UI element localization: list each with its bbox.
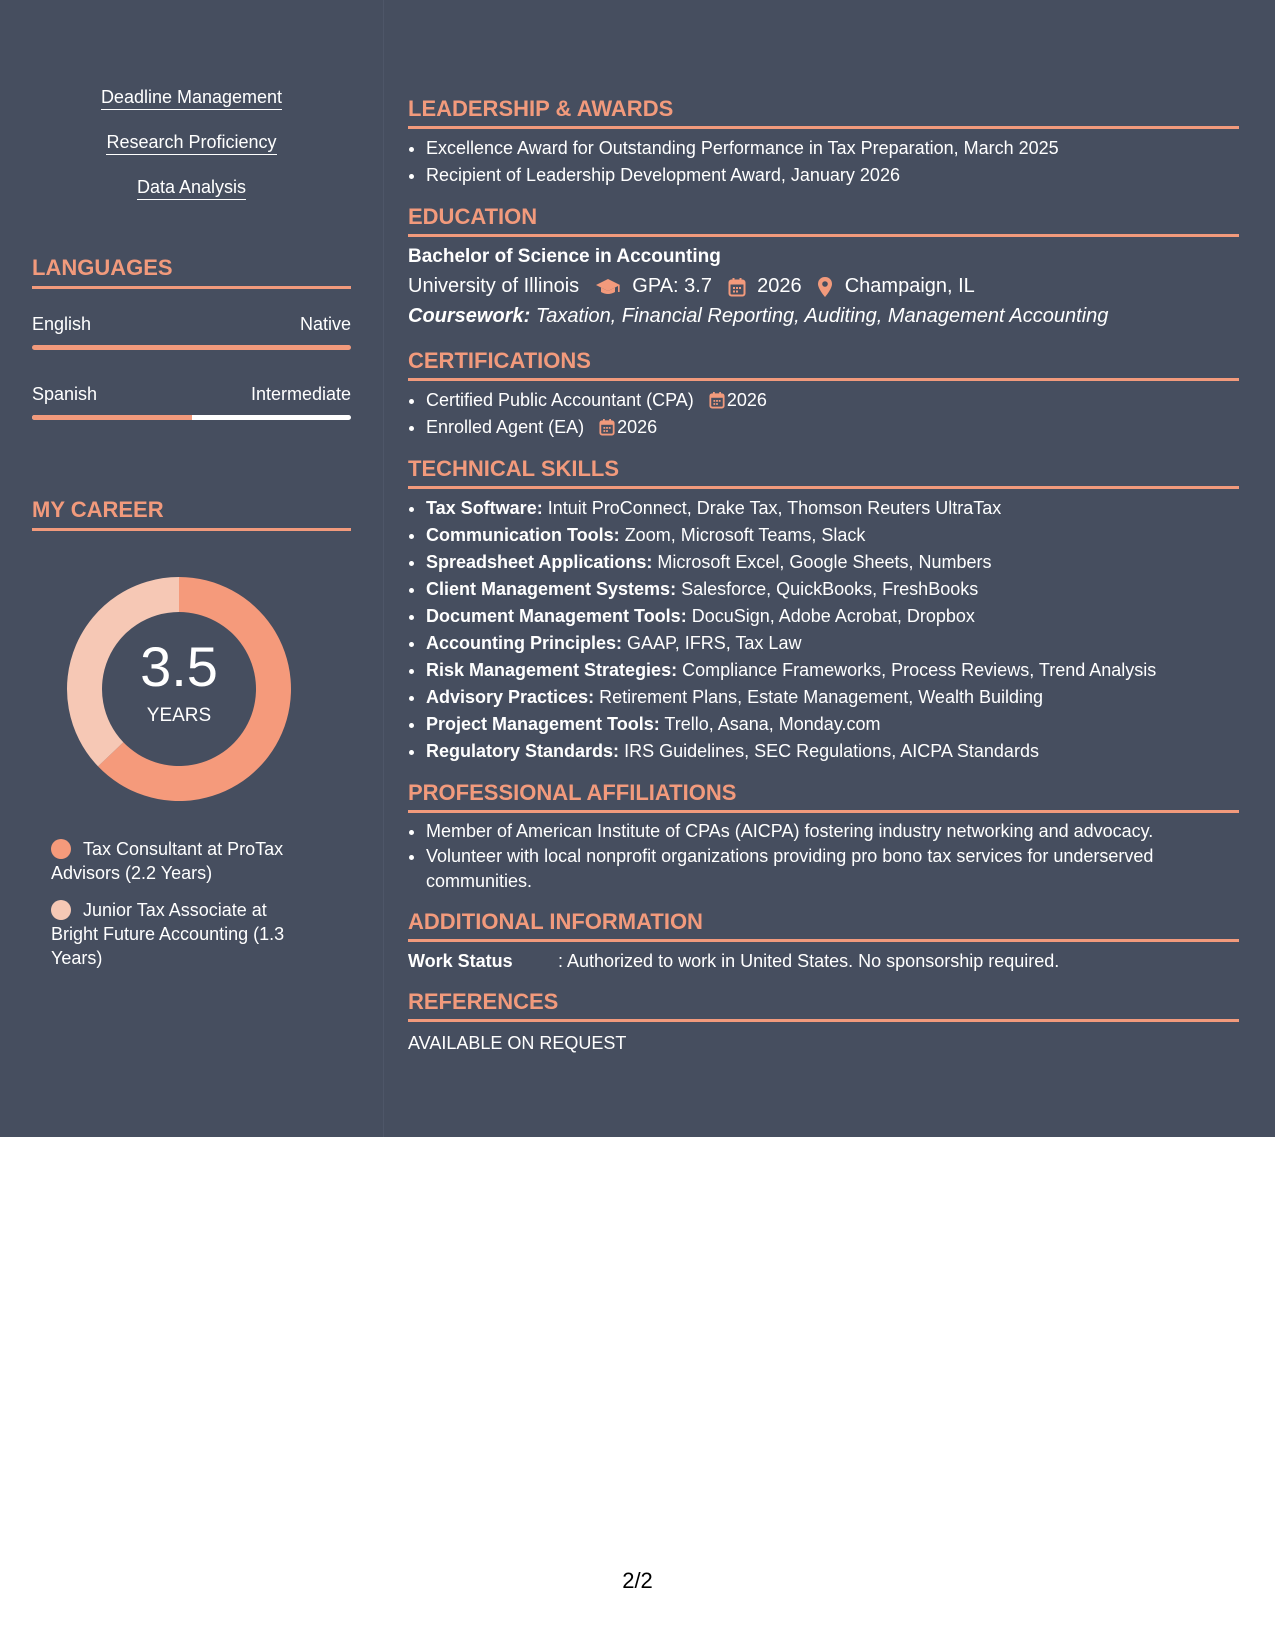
- list-item: • Member of American Institute of CPAs (AICPA) fostering industry networking and advocacy.: [426, 819, 1239, 844]
- additional-info-section: [408, 908, 1239, 974]
- skill-item: Data Analysis: [32, 176, 351, 221]
- section-title: EDUCATION: [408, 203, 1239, 237]
- certifications-list: [408, 387, 1239, 441]
- main-content: [408, 0, 1239, 1056]
- calendar-icon: [709, 391, 725, 409]
- language-bar: [32, 415, 351, 420]
- list-item: • Accounting Principles: GAAP, IFRS, Tax Law: [426, 630, 1239, 657]
- list-item: • Tax Software: Intuit ProConnect, Drake Tax, Thomson Reuters UltraTax: [426, 495, 1239, 522]
- certifications-section: [408, 347, 1239, 441]
- school: University of Illinois: [408, 275, 580, 297]
- references-section: [408, 988, 1239, 1056]
- section-title: ADDITIONAL INFORMATION: [408, 908, 1239, 942]
- section-title: LEADERSHIP & AWARDS: [408, 95, 1239, 129]
- legend-dot: [51, 900, 71, 920]
- leadership-section: [408, 95, 1239, 189]
- graduation-cap-icon: [595, 277, 621, 297]
- career-legend: [51, 837, 311, 983]
- calendar-icon: [599, 418, 615, 436]
- legend-item: Junior Tax Associate at Bright Future Accounting (1.3 Years): [51, 900, 285, 968]
- language-name: English: [32, 314, 92, 334]
- page-number: 2/2: [622, 1568, 653, 1593]
- location: Champaign, IL: [844, 275, 975, 297]
- list-item: • Excellence Award for Outstanding Performance in Tax Preparation, March 2025: [426, 135, 1239, 162]
- career-unit: YEARS: [146, 705, 212, 726]
- section-title: REFERENCES: [408, 988, 1239, 1022]
- list-item: • Risk Management Strategies: Compliance Frameworks, Process Reviews, Trend Analysis: [426, 657, 1239, 684]
- calendar-icon: [728, 277, 746, 297]
- coursework-value: Taxation, Financial Reporting, Auditing, Management Accounting: [535, 305, 1109, 327]
- career-total: 3.5: [140, 635, 218, 698]
- list-item: • Regulatory Standards: IRS Guidelines, SEC Regulations, AICPA Standards: [426, 738, 1239, 765]
- languages-title: LANGUAGES: [32, 254, 351, 289]
- technical-skills-section: [408, 455, 1239, 765]
- language-level: Native: [299, 314, 351, 334]
- list-item: • Certified Public Accountant (CPA) 2026: [426, 387, 1239, 414]
- language-name: Spanish: [32, 384, 98, 404]
- career-donut-chart: [64, 574, 294, 804]
- coursework: [408, 301, 1239, 331]
- list-item: • Communication Tools: Zoom, Microsoft Teams, Slack: [426, 522, 1239, 549]
- sidebar: [0, 0, 384, 1137]
- degree: Bachelor of Science in Accounting: [408, 246, 721, 267]
- list-item: • Document Management Tools: DocuSign, Adobe Acrobat, Dropbox: [426, 603, 1239, 630]
- work-status-value: : Authorized to work in United States. No sponsorship required.: [558, 951, 1060, 971]
- references-text: AVAILABLE ON REQUEST: [408, 1033, 627, 1053]
- career-title: MY CAREER: [32, 496, 351, 531]
- work-status-row: [408, 948, 1239, 974]
- language-bar-fill: [32, 415, 192, 420]
- gpa: GPA: 3.7: [632, 275, 712, 297]
- section-title: PROFESSIONAL AFFILIATIONS: [408, 779, 1239, 813]
- skill-list: [32, 86, 351, 221]
- language-bar-fill: [32, 345, 351, 350]
- list-item: • Volunteer with local nonprofit organizations providing pro bono tax services for underserved communities.: [426, 844, 1239, 894]
- education-section: [408, 203, 1239, 331]
- list-item: • Enrolled Agent (EA) 2026: [426, 414, 1239, 441]
- education-details: [408, 271, 1239, 301]
- legend-item: Tax Consultant at ProTax Advisors (2.2 Years): [51, 839, 284, 883]
- list-item: • Recipient of Leadership Development Award, January 2026: [426, 162, 1239, 189]
- list-item: • Advisory Practices: Retirement Plans, Estate Management, Wealth Building: [426, 684, 1239, 711]
- legend-dot: [51, 839, 71, 859]
- skill-item: Research Proficiency: [32, 131, 351, 176]
- list-item: • Spreadsheet Applications: Microsoft Excel, Google Sheets, Numbers: [426, 549, 1239, 576]
- section-title: TECHNICAL SKILLS: [408, 455, 1239, 489]
- technical-skills-list: [408, 495, 1239, 765]
- language-bar: [32, 345, 351, 350]
- affiliations-list: [408, 819, 1239, 894]
- affiliations-section: [408, 779, 1239, 894]
- leadership-list: [408, 135, 1239, 189]
- section-title: CERTIFICATIONS: [408, 347, 1239, 381]
- list-item: • Client Management Systems: Salesforce, QuickBooks, FreshBooks: [426, 576, 1239, 603]
- list-item: • Project Management Tools: Trello, Asana, Monday.com: [426, 711, 1239, 738]
- skill-item: Deadline Management: [32, 86, 351, 131]
- coursework-label: Coursework:: [408, 305, 531, 327]
- graduation-year: 2026: [757, 275, 802, 297]
- work-status-label: Work Status: [408, 951, 513, 971]
- location-pin-icon: [817, 276, 833, 298]
- language-level: Intermediate: [250, 384, 351, 404]
